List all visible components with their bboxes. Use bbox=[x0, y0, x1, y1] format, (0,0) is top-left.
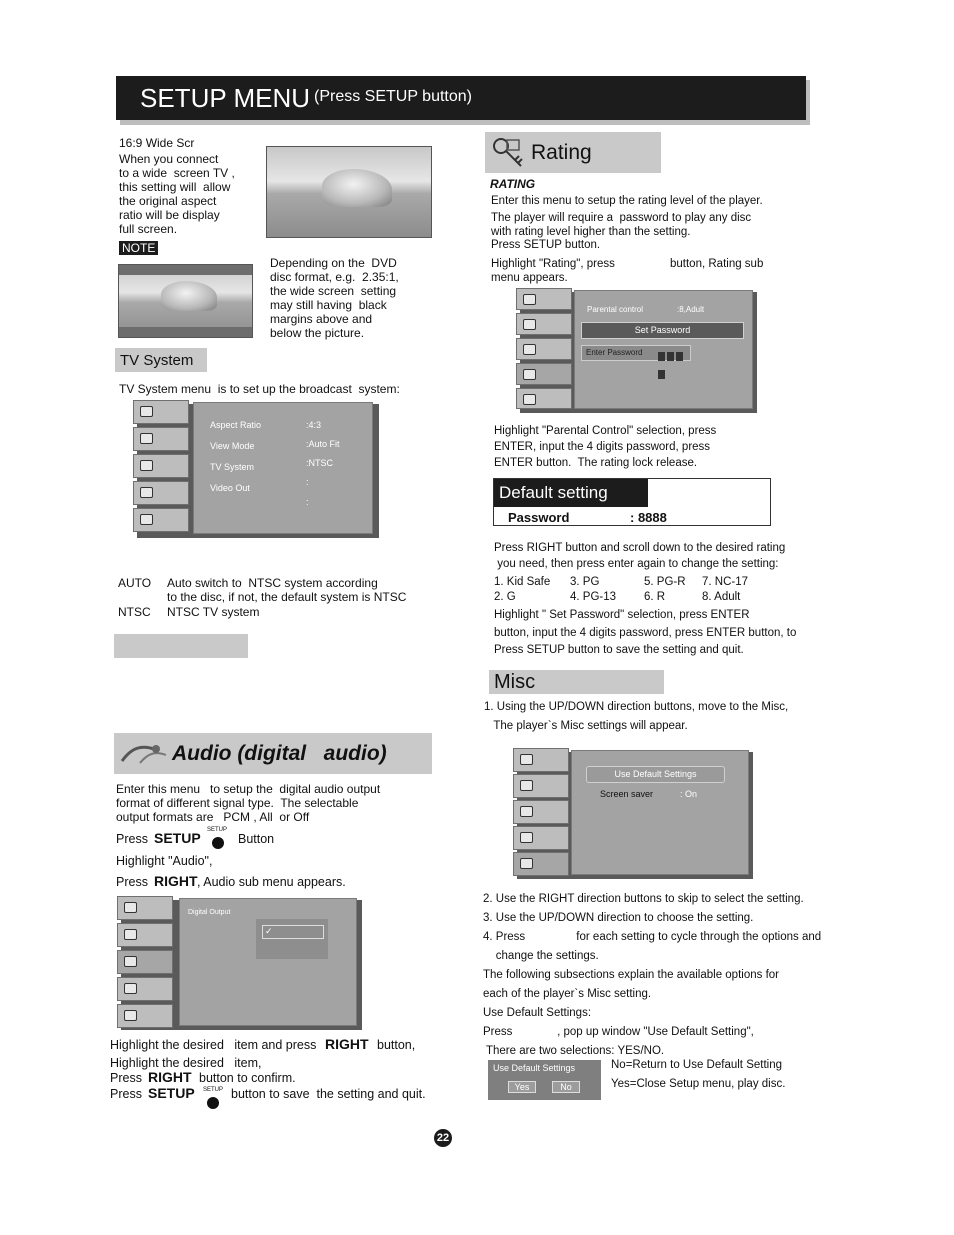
menu-tab-video[interactable] bbox=[117, 923, 173, 947]
rating-option: 2. G bbox=[494, 591, 516, 603]
menu-value: :NTSC bbox=[306, 458, 333, 468]
cable-icon bbox=[120, 741, 168, 767]
default-text2: Highlight " Set Password" selection, press ENTER button, input the 4 digits password, press ENTER button, to Press SETUP button to save the setting and quit. bbox=[494, 609, 797, 656]
ntsc-text: NTSC TV system bbox=[167, 605, 260, 619]
screen-saver-value: : On bbox=[680, 789, 698, 799]
misc-menu bbox=[513, 748, 749, 875]
menu-panel bbox=[193, 402, 373, 534]
rating-option: 1. Kid Safe bbox=[494, 576, 551, 588]
tv-icon bbox=[520, 780, 533, 791]
page-number: 22 bbox=[434, 1129, 452, 1147]
press-label: Press bbox=[116, 832, 148, 846]
menu-item-tv-system[interactable]: TV System bbox=[210, 462, 255, 472]
wide-label: 16:9 Wide Scr bbox=[119, 136, 195, 150]
menu-tab-rating[interactable] bbox=[513, 826, 569, 850]
password-value: : 8888 bbox=[630, 510, 667, 525]
password-label: Password bbox=[508, 510, 570, 525]
no-text: No=Return to Use Default Setting bbox=[611, 1059, 782, 1071]
menu-tab-audio[interactable] bbox=[133, 454, 189, 478]
highlight-audio: Highlight "Audio", bbox=[116, 854, 213, 868]
menu-value: : bbox=[306, 477, 309, 487]
misc-heading: Misc bbox=[489, 670, 664, 694]
setup-button-icon bbox=[212, 836, 224, 854]
rating-text3a: Highlight "Rating", press bbox=[491, 258, 615, 270]
check-icon[interactable]: ✓ bbox=[262, 925, 324, 939]
speaker-icon bbox=[140, 460, 153, 471]
blank-heading-bar bbox=[114, 634, 248, 658]
step1-end: button, bbox=[377, 1038, 416, 1052]
rating-text3c: menu appears. bbox=[491, 272, 568, 284]
rating-option: 3. PG bbox=[570, 576, 600, 588]
menu-tab-general[interactable] bbox=[516, 288, 572, 310]
step2-text: Highlight the desired item, bbox=[110, 1056, 262, 1070]
menu-value: : bbox=[306, 497, 309, 507]
password-mask bbox=[656, 348, 690, 384]
step3-press: Press bbox=[110, 1071, 142, 1085]
popup-no-button[interactable]: No bbox=[552, 1081, 580, 1093]
misc-icon bbox=[124, 1010, 137, 1021]
menu-tab-misc[interactable] bbox=[117, 1004, 173, 1028]
setup-label: SETUP bbox=[154, 830, 201, 846]
parental-control-value: :8,Adult bbox=[677, 305, 705, 314]
default-popup bbox=[488, 1060, 601, 1100]
menu-tab-misc[interactable] bbox=[516, 388, 572, 409]
yes-text: Yes=Close Setup menu, play disc. bbox=[611, 1078, 786, 1090]
menu-tab-misc[interactable] bbox=[513, 852, 569, 876]
rating-option: 7. NC-17 bbox=[702, 576, 749, 588]
menu-tab-general[interactable] bbox=[133, 400, 189, 424]
step4-press: Press bbox=[110, 1087, 142, 1101]
tv-icon bbox=[523, 319, 536, 330]
menu-tab-video[interactable] bbox=[513, 774, 569, 798]
page-header bbox=[116, 76, 806, 120]
setup-small-label: SETUP bbox=[207, 827, 228, 833]
lock-icon bbox=[124, 983, 137, 994]
parental-control-item[interactable]: Parental control bbox=[587, 305, 644, 314]
rating-after-text: Highlight "Parental Control" selection, press ENTER, input the 4 digits password, press ENTER button. The rating lock release. bbox=[494, 425, 717, 469]
speaker-icon bbox=[520, 806, 533, 817]
menu-item-video-out[interactable]: Video Out bbox=[210, 483, 250, 493]
menu-panel bbox=[179, 898, 357, 1026]
rating-option: 5. PG-R bbox=[644, 576, 686, 588]
tv-icon bbox=[140, 433, 153, 444]
screen-saver-item[interactable]: Screen saver bbox=[600, 789, 654, 799]
auto-text: Auto switch to NTSC system according to the disc, if not, the default system is NTSC bbox=[167, 576, 407, 604]
step1-right: RIGHT bbox=[325, 1036, 369, 1052]
menu-value: :4:3 bbox=[306, 420, 322, 430]
audio-intro: Enter this menu to setup the digital audio output format of different signal type. The selectable output formats are PCM , All or Off bbox=[116, 782, 381, 824]
lock-icon bbox=[520, 832, 533, 843]
note-text: Depending on the DVD disc format, e.g. 2.35:1, the wide screen setting may still having black margins above and below the picture. bbox=[270, 256, 399, 340]
speaker-icon bbox=[124, 956, 137, 967]
use-default-settings-item[interactable]: Use Default Settings bbox=[586, 766, 725, 783]
audio-menu bbox=[117, 896, 358, 1026]
tv-system-menu bbox=[133, 400, 375, 534]
page-title: SETUP MENU bbox=[140, 83, 310, 113]
disc-icon bbox=[124, 902, 137, 913]
rating-heading: Rating bbox=[485, 132, 661, 173]
audio-heading: Audio (digital audio) bbox=[114, 733, 432, 774]
menu-tab-audio[interactable] bbox=[513, 800, 569, 824]
digital-output-label[interactable]: Digital Output bbox=[188, 909, 231, 916]
letterbox-photo bbox=[118, 264, 253, 338]
press-label-2: Press bbox=[116, 875, 148, 889]
submenu-box bbox=[256, 919, 328, 959]
step1-text: Highlight the desired item and press bbox=[110, 1038, 317, 1052]
default-setting-heading: Default setting bbox=[494, 479, 648, 507]
set-password-item[interactable]: Set Password bbox=[581, 322, 744, 339]
disc-icon bbox=[140, 406, 153, 417]
disc-icon bbox=[520, 754, 533, 765]
wide-screen-photo bbox=[266, 146, 432, 238]
misc-icon bbox=[140, 514, 153, 525]
speaker-icon bbox=[523, 344, 536, 355]
ntsc-label: NTSC bbox=[118, 605, 151, 619]
disc-icon bbox=[523, 294, 536, 305]
rating-text3b: button, Rating sub bbox=[670, 258, 764, 270]
default-setting-box bbox=[493, 478, 771, 526]
popup-title: Use Default Settings bbox=[493, 1063, 576, 1073]
note-badge: NOTE bbox=[119, 241, 158, 255]
misc-icon bbox=[520, 858, 533, 869]
menu-tab-general[interactable] bbox=[117, 896, 173, 920]
lock-icon bbox=[523, 369, 536, 380]
rating-text1: Enter this menu to setup the rating level of the player. bbox=[491, 195, 763, 207]
menu-tab-rating[interactable] bbox=[117, 977, 173, 1001]
menu-panel bbox=[571, 750, 749, 875]
menu-tab-rating[interactable] bbox=[516, 363, 572, 385]
menu-tab-video[interactable] bbox=[133, 427, 189, 451]
rating-subheading: RATING bbox=[490, 177, 536, 191]
rating-option: 8. Adult bbox=[702, 591, 741, 603]
right-label: RIGHT bbox=[154, 873, 198, 889]
wide-text: When you connect to a wide screen TV , this setting will allow the original aspect ratio will be display full screen. bbox=[119, 152, 235, 236]
menu-panel bbox=[574, 290, 753, 409]
tv-icon bbox=[124, 929, 137, 940]
popup-yes-button[interactable]: Yes bbox=[508, 1081, 536, 1093]
menu-value: :Auto Fit bbox=[306, 439, 340, 449]
menu-tab-audio[interactable] bbox=[117, 950, 173, 974]
right-text: , Audio sub menu appears. bbox=[197, 875, 346, 889]
auto-label: AUTO bbox=[118, 576, 152, 590]
button-label: Button bbox=[238, 832, 275, 846]
rating-keys-icon bbox=[491, 136, 525, 170]
rating-option: 6. R bbox=[644, 591, 666, 603]
lock-icon bbox=[140, 487, 153, 498]
enter-password-field[interactable]: Enter Password bbox=[581, 345, 691, 361]
misc-step1: 1. Using the UP/DOWN direction buttons, move to the Misc, The player`s Misc settings will appear. bbox=[484, 701, 789, 732]
menu-tab-general[interactable] bbox=[513, 748, 569, 772]
setup-small-label: SETUP bbox=[203, 1087, 224, 1093]
menu-tab-audio[interactable] bbox=[516, 338, 572, 360]
misc-icon bbox=[523, 394, 536, 405]
rating-text2: The player will require a password to play any disc with rating level higher than the setting. Press SETUP button. bbox=[491, 212, 752, 251]
step4-end: button to save the setting and quit. bbox=[231, 1087, 426, 1101]
menu-item-aspect-ratio[interactable]: Aspect Ratio bbox=[210, 420, 262, 430]
menu-tab-video[interactable] bbox=[516, 313, 572, 335]
setup-button-icon bbox=[207, 1096, 219, 1114]
tv-system-intro: TV System menu is to set up the broadcast system: bbox=[119, 382, 400, 396]
rating-option: 4. PG-13 bbox=[570, 591, 617, 603]
menu-item-view-mode[interactable]: View Mode bbox=[210, 441, 255, 451]
menu-tab-rating[interactable] bbox=[133, 481, 189, 505]
step3-end: button to confirm. bbox=[199, 1071, 296, 1085]
step3-right: RIGHT bbox=[148, 1069, 192, 1085]
tv-system-heading: TV System bbox=[115, 348, 207, 372]
page-subtitle: (Press SETUP button) bbox=[314, 88, 472, 105]
rating-menu bbox=[516, 288, 753, 409]
menu-tab-misc[interactable] bbox=[133, 508, 189, 532]
default-text1: Press RIGHT button and scroll down to the desired rating you need, then press enter again to change the setting: bbox=[494, 542, 786, 570]
misc-steps: 2. Use the RIGHT direction buttons to skip to select the setting. 3. Use the UP/DOWN direction to choose the setting. 4. Press for each setting to cycle through the options and change the settings. The following subsections explain the available options for each of the player`s Misc setting. Use Default Settings: Press , pop up window "Use Default Setting", There are two selections: YES/NO. bbox=[483, 893, 822, 1057]
step4-setup: SETUP bbox=[148, 1085, 195, 1101]
